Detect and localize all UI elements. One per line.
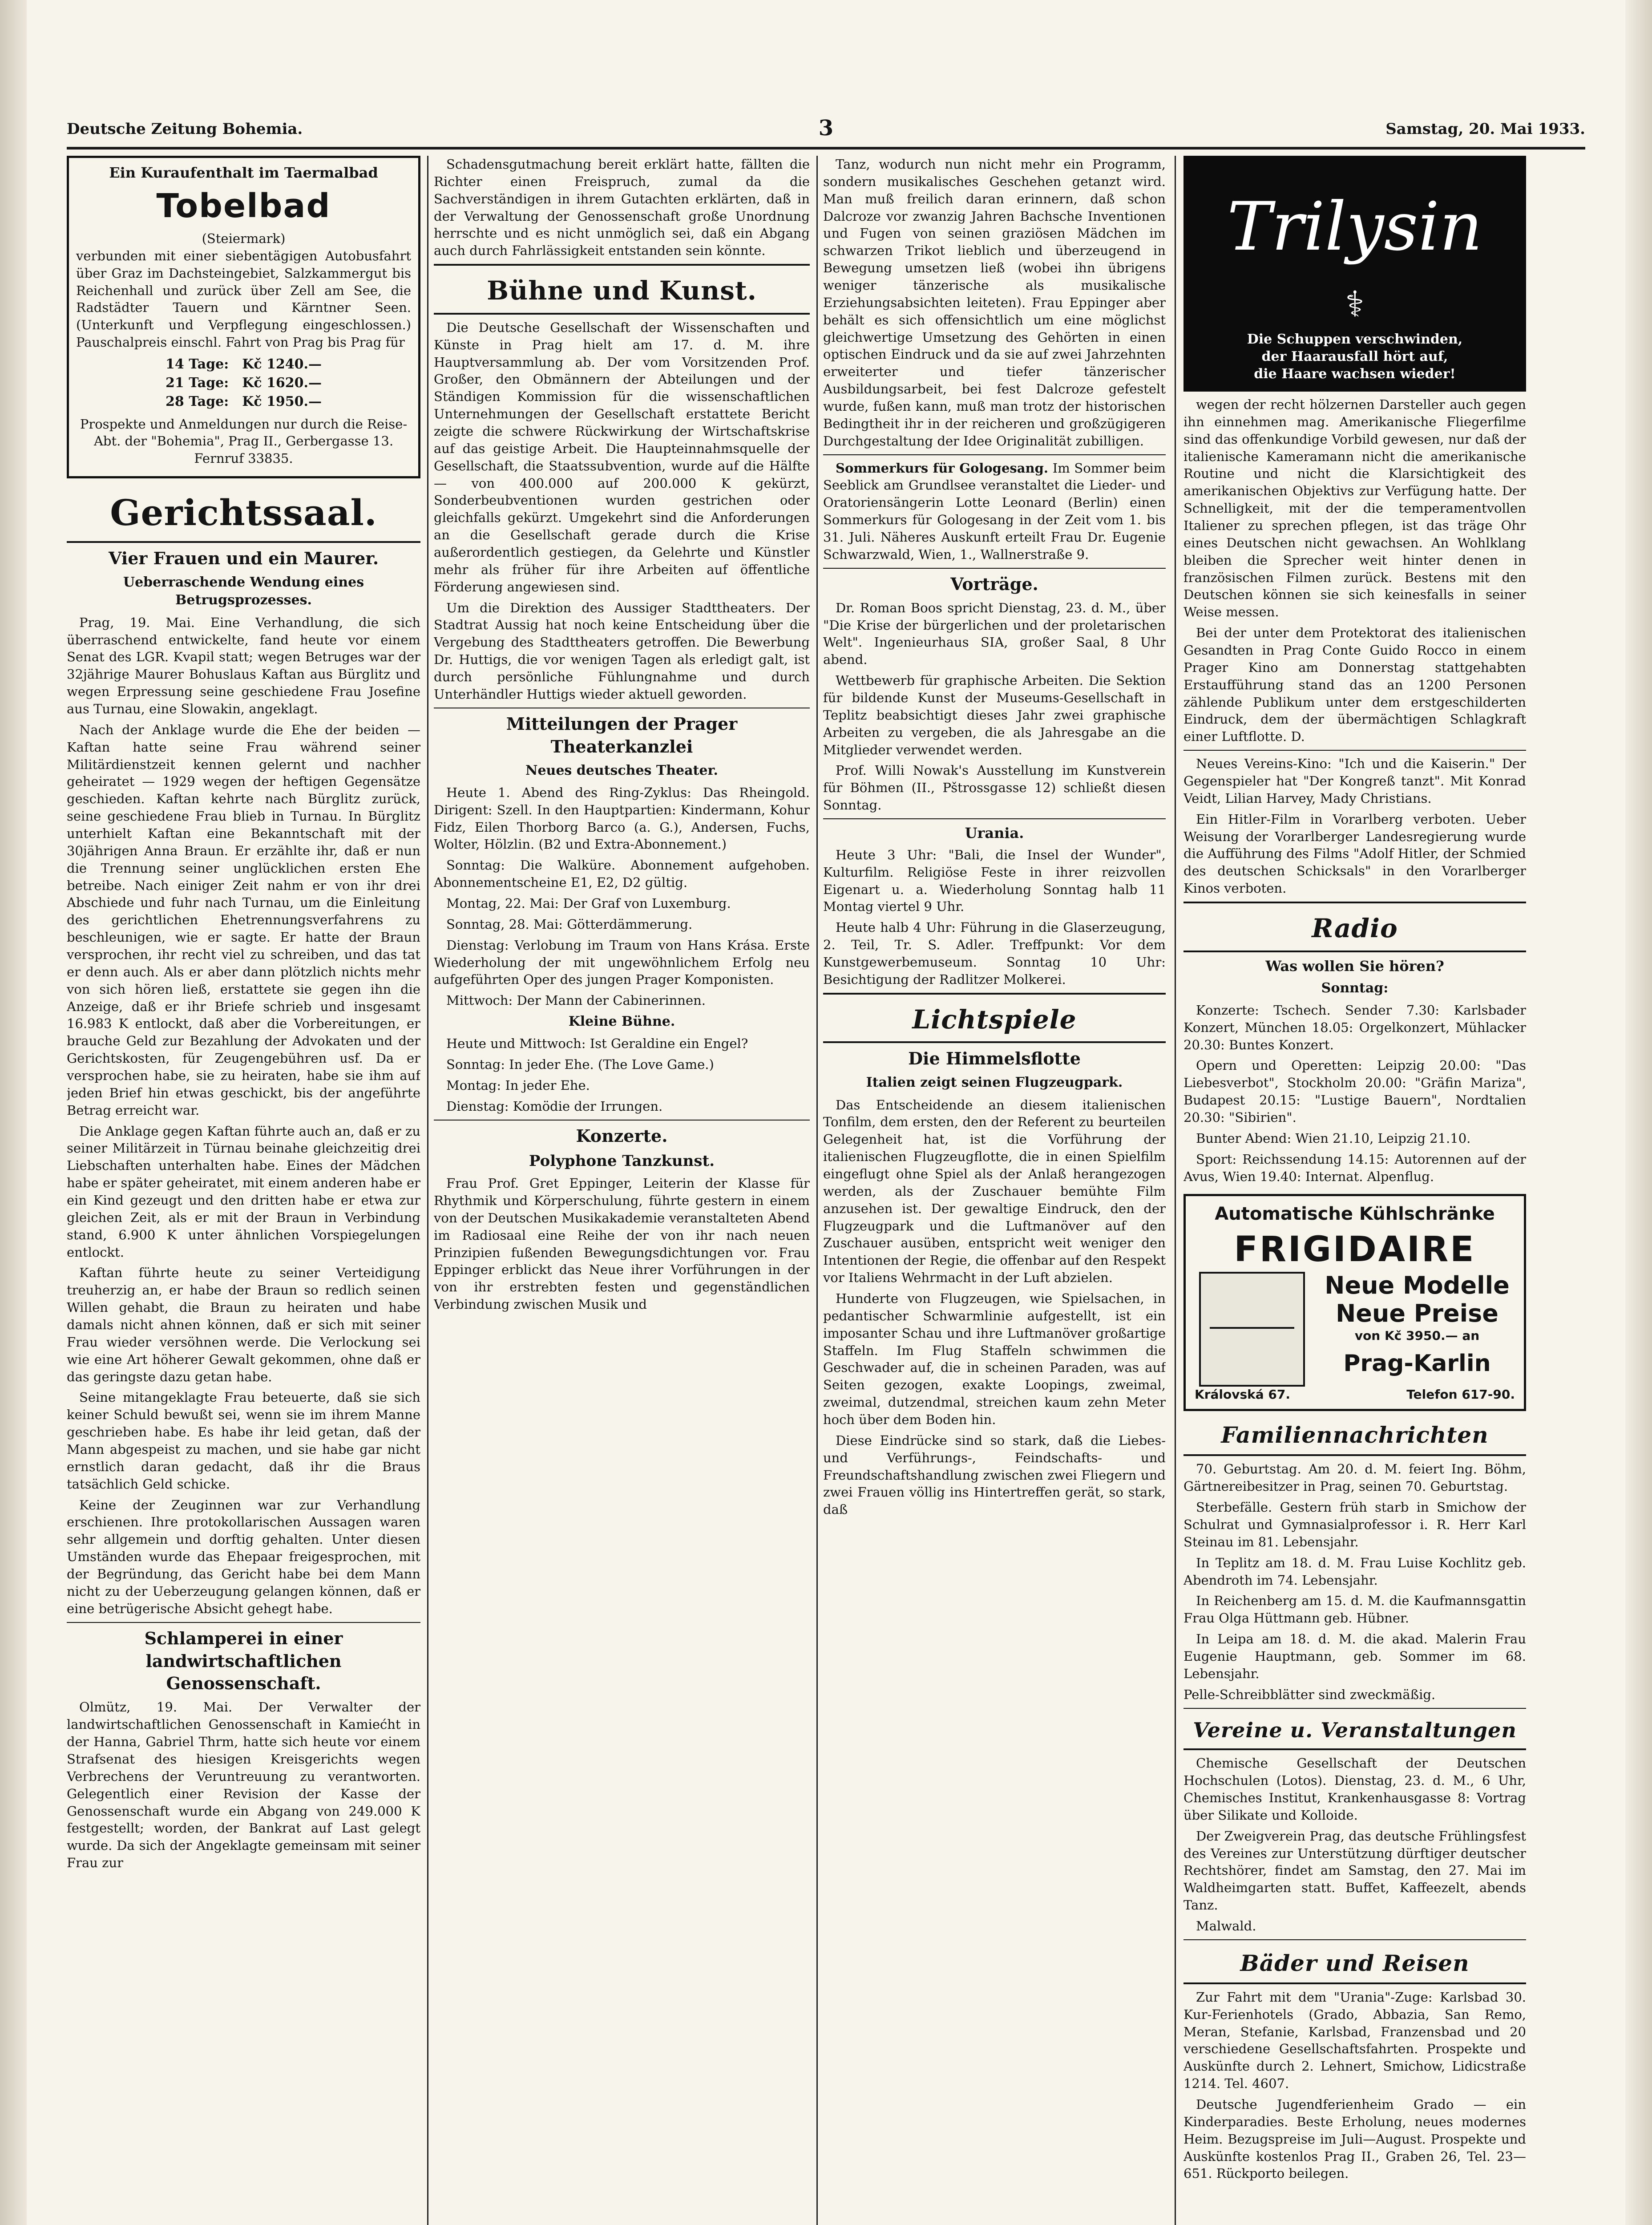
address-phone: Telefon 617-90. <box>1406 1387 1515 1402</box>
article-paragraph: Die Deutsche Gesellschaft der Wissenschaften und Künste in Prag hielt am 17. d. M. ihre Hauptversammlung ab. Der vom Vorsitzenden Prof. Großer, den Obmännern der Abteilungen und der Ständigen Kommission für die wissenschaftlichen Unternehmungen der Gesellschaft erstattete Bericht zeigte die schwere Rückwirkung der Wirtschaftskrise auf das geistige Arbeit. Die Haupteinnahmsquelle der Gesellschaft, die Staatssubvention, wurde auf die Hälfte — von 400.000 auf 200.000 K gekürzt, Sonderbeubventionen wurden gestrichen oder gleichfalls gekürzt. Umgekehrt sind die Anforderungen an die Gesellschaft gerade durch die Krise außerordentlich gestiegen, da Gelehrte und Künstler mehr als früher für ihre Arbeiten auf öffentliche Förderung angewiesen sind. <box>434 320 810 595</box>
club-notice: Malwald. <box>1196 1918 1256 1934</box>
column-2 <box>434 156 810 2225</box>
ad-offer <box>1315 1272 1519 1379</box>
section-subtitle-urania: Urania. <box>965 824 1024 841</box>
divider <box>823 454 1166 455</box>
price-row <box>159 393 328 411</box>
ad-text: verbunden mit einer siebentägigen Autobusfahrt über Graz im Dachsteingebiet, Salzkammergut bis Reichenhall und zurück über Zell am See, die Radstädter Tauern und Kärntner Seen. (Unterkunft und Verpflegung eingeschlossen.) Pauschalpreis einschl. Fahrt von Prag bis Prag für <box>76 248 411 350</box>
divider <box>1183 1454 1526 1456</box>
price-value: Kč 1620.— <box>242 375 322 391</box>
column-rule <box>816 156 818 2225</box>
ad-brand: Tobelbad <box>156 186 331 225</box>
ad-region: (Steiermark) <box>202 231 286 247</box>
theater-entry: Dienstag: Komödie der Irrungen. <box>446 1098 663 1114</box>
article-paragraph <box>823 460 1166 563</box>
divider <box>67 1622 420 1623</box>
club-notice: Der Zweigverein Prag, das deutsche Frühlingsfest des Vereines zur Unterstützung dürftiger deutscher Rechtshörer, findet am Samstag, den 27. Mai im Waldheimgarten statt. Buffet, Kaffeezelt, abends Tanz. <box>1183 1828 1526 1913</box>
section-subtitle-theater: Mitteilungen der Prager Theaterkanzlei <box>506 713 738 756</box>
lecture-entry: Dr. Roman Boos spricht Dienstag, 23. d. M., über "Die Krise der bürgerlichen und der proletarischen Welt". Ingenieurhaus SIA, großer Saal, 8 Uhr abend. <box>823 600 1166 668</box>
family-notice: In Leipa am 18. d. M. die akad. Malerin Frau Eugenie Hauptmann, geb. Sommer im 68. Lebensjahr. <box>1183 1631 1526 1681</box>
divider <box>434 264 810 266</box>
ad-brand: FRIGIDAIRE <box>1234 1230 1476 1270</box>
column-rule <box>1175 156 1176 2225</box>
divider <box>434 1120 810 1121</box>
section-title-gerichtssaal: Gerichtssaal. <box>110 492 377 534</box>
article-headline: Vier Frauen und ein Maurer. <box>108 548 379 569</box>
page-header <box>67 116 1585 150</box>
urania-entry: Heute halb 4 Uhr: Führung in die Glaserzeugung, 2. Teil, Tr. S. Adler. Treffpunkt: Vor dem Kunstgewerbemuseum. Sonntag 10 Uhr: Besichtigung der Radlitzer Molkerei. <box>823 920 1166 987</box>
divider <box>1183 902 1526 903</box>
price-duration: 28 Tage: <box>166 394 229 410</box>
theater-entry: Heute 1. Abend des Ring-Zyklus: Das Rheingold. Dirigent: Szell. In den Hauptpartien: Kindermann, Kohur Fidz, Eilen Thorborg Barco (a. G.), Andersen, Fuchs, Wolter, Hölzlin. (B2 und Extra-Abonnement.) <box>434 785 810 852</box>
section-title-reisen: Bäder und Reisen <box>1240 1950 1470 1976</box>
ad-title: Automatische Kühlschränke <box>1215 1204 1495 1225</box>
price-value: Kč 1950.— <box>242 394 322 410</box>
article-paragraph: Die Anklage gegen Kaftan führte auch an, daß er zu seiner Militärzeit in Türnau beinahe gleichzeitig drei Liebschaften unterhalten habe. Eines der Mädchen habe er später geheiratet, mit einem anderen habe er ein Kind gezeugt und den dritten habe er etwa zur gleichen Zeit, als er mit der Braun in Verbindung stand, 6.900 K unter ähnlichen Vorspiegelungen entlockt. <box>67 1123 420 1260</box>
radio-entry: Konzerte: Tschech. Sender 7.30: Karlsbader Konzert, München 18.05: Orgelkonzert, Mühlacker 20.30: Buntes Konzert. <box>1183 1002 1526 1052</box>
article-paragraph: Diese Eindrücke sind so stark, daß die Liebes- und Verführungs-, Feindschafts- und Freundschaftshandlung zwischen zwei Fliegern und zwei Frauen völlig ins Hintertreffen gerät, so stark, daß <box>823 1432 1166 1517</box>
price-row <box>159 356 328 373</box>
item-text: Im Sommer beim Seeblick am Grundlsee veranstaltet die Lieder- und Oratoriensängerin Lotte Leonard (Berlin) einen Sommerkurs für Gologesang in der Zeit vom 1. bis 31. Juli. Näheres Auskunft erteilt Frau Dr. Eugenie Schwarzwald, Wien, 1., Wallnerstraße 9. <box>823 460 1166 562</box>
ad-tagline <box>1183 331 1526 383</box>
article-paragraph: Prag, 19. Mai. Eine Verhandlung, die sich überraschend entwickelte, fand heute vor einem Senat des LGR. Kvapil statt; wegen Betruges war der 32jährige Maurer Bohuslaus Kaftan aus Bürglitz und wegen Erpressung seine geschiedene Frau Josefine aus Turnau, eine Slowakin, angeklagt. <box>67 615 420 716</box>
ornament-icon: ⚕ <box>1345 283 1365 325</box>
family-notice: In Teplitz am 18. d. M. Frau Luise Kochlitz geb. Abendroth im 74. Lebensjahr. <box>1183 1555 1526 1588</box>
theater-entry: Montag: In jeder Ehe. <box>446 1078 590 1093</box>
divider <box>823 1041 1166 1043</box>
section-title-buehne: Bühne und Kunst. <box>487 275 757 306</box>
section-subtitle-vortraege: Vorträge. <box>950 574 1038 594</box>
ad-title: Ein Kuraufenthalt im Taermalbad <box>109 164 378 181</box>
price-row <box>159 374 328 392</box>
article-paragraph: Bei der unter dem Protektorat des italienischen Gesandten in Prag Conte Guido Rocco in einem Prager Kino am Donnerstag stattgehabten Erstaufführung stand das an 1200 Personen zählende Publikum unter dem erstgeschilderten Eindruck, dem der übermächtigen Schlagkraft einer Luftflotte. D. <box>1183 625 1526 744</box>
divider <box>823 818 1166 819</box>
article-paragraph: Frau Prof. Gret Eppinger, Leiterin der Klasse für Rhythmik und Körperschulung, führte gestern in einem von der Deutschen Musikakademie veranstalteten Abend im Radiosaal eine Reihe der von ihr nach neuen Prinzipien fußenden Bewegungsdichtungen vor. Frau Eppinger erblickt das Neue ihrer Vorführungen in der von ihr erstrebten festen und gegenständlichen Verbindung zwischen Musik und <box>434 1176 810 1312</box>
theater-entry: Sonntag: In jeder Ehe. (The Love Game.) <box>446 1057 714 1072</box>
family-notice: 70. Geburtstag. Am 20. d. M. feiert Ing. Böhm, Gärtnereibesitzer in Prag, seinen 70. Geburtstag. <box>1183 1461 1526 1494</box>
article-paragraph: Schadensgutmachung bereit erklärt hatte, fällten die Richter einen Freispruch, zumal da die Sachverständigen in ihrem Gutachten erklärten, daß in der Verwaltung der Genossenschaft große Unordnung herrschte und es nicht unmöglich sei, daß ein Abgang auch durch Fahrlässigkeit entstanden sein könnte. <box>434 157 810 259</box>
lecture-entry: Prof. Willi Nowak's Ausstellung im Kunstverein für Böhmen (II., Pštrossgasse 12) schließt diesen Sonntag. <box>823 763 1166 813</box>
radio-question: Was wollen Sie hören? <box>1265 957 1444 975</box>
column-rule <box>427 156 428 2225</box>
trilysin-logo: Trilysin <box>1227 188 1482 266</box>
article-paragraph: wegen der recht hölzernen Darsteller auch gegen ihn einnehmen mag. Amerikanische Fliegerfilme sind das offenkundige Vorbild gewesen, nur daß der italienische Kameramann nicht die amerikanische Routine und nicht die Klarsichtigkeit des amerikanischen Objektivs zur Verfügung hatte. Der Schnelligkeit, mit der die temperamentvollen Italiener zu sprechen pflegen, ist das träge Ohr eines Deutschen nicht gewachsen. An Wohlklang bleiben die Sprecher weit hinter denen in französischen Filmen zurück. Bestens mit den Deutschen können sie sich keinesfalls in seiner Weise messen. <box>1183 397 1526 620</box>
ad-footer: Prospekte und Anmeldungen nur durch die Reise-Abt. der "Bohemia", Prag II., Gerbergasse 13. Fernruf 33835. <box>80 416 408 466</box>
refrigerator-icon <box>1199 1272 1305 1387</box>
note: Pelle-Schreibblätter sind zweckmäßig. <box>1183 1687 1436 1702</box>
article-paragraph: Um die Direktion des Aussiger Stadttheaters. Der Stadtrat Aussig hat noch keine Entscheidung über die Vergebung des Stadttheaters getroffen. Die Bewerbung Dr. Huttigs, die vor wenigen Tagen als erledigt galt, ist durch persönliche Fühlungnahme und durch Unterhändler Huttigs wieder aktuell geworden. <box>434 600 810 702</box>
page-edge-right <box>1625 0 1652 2225</box>
divider <box>1183 1708 1526 1709</box>
address-street: Královská 67. <box>1195 1387 1291 1402</box>
column-3 <box>823 156 1166 2225</box>
family-notice: In Reichenberg am 15. d. M. die Kaufmannsgattin Frau Olga Hüttmann geb. Hübner. <box>1183 1593 1526 1626</box>
theater-entry: Sonntag, 28. Mai: Götterdämmerung. <box>446 916 693 932</box>
column-1 <box>67 156 420 2225</box>
ad-trilysin <box>1183 156 1526 392</box>
article-paragraph: Tanz, wodurch nun nicht mehr ein Programm, sondern musikalisches Geschehen getanzt wird. Man muß freilich daran erinnern, daß schon Dalcroze vor zwanzig Jahren Bachsche Inventionen und Fugen von seinen graziösen Mädchen im schwarzen Trikot lieblich und überzeugend in Bewegung umsetzen ließ (wobei ihn übrigens weniger tänzerische als musikalische Erziehungsabsichten leiteten). Frau Eppinger aber behält es sich offensichtlich um eine möglichst gleichwertige Umsetzung des Gehörten in einen optischen Eindruck und da sie auf zwei Jahrzehnten erweiterter und tiefer tänzerischer Ausbildungsarbeit, bei fest Dalcroze gefestelt wurde, fußen kann, muß man trotz der historischen Bedingtheit ihr in der reicheren und großzügigeren Durchgestaltung der Idee Originalität zubilligen. <box>823 157 1166 449</box>
divider <box>1183 1939 1526 1940</box>
article-paragraph: Nach der Anklage wurde die Ehe der beiden — Kaftan hatte seine Frau während seiner Militärdienstzeit kennen gelernt und nachher geheiratet — 1929 wegen der heftigen Gegensätze geschieden. Kaftan kehrte nach Bürglitz zurück, seine geschiedene Frau blieb in Turnau. In Bürglitz unterhielt Kaftan eine Bekanntschaft mit der 30jährigen Anna Braun. Er erzählte ihr, daß er nun die Trennung seiner unglücklichen ersten Ehe betreibe. Nach einiger Zeit nahm er von ihr drei Abschiede und fuhr nach Turnau, um die Einleitung des gerichtlichen Ehetrennungsverfahrens zu beschleunigen, wie er sagte. Er hatte der Braun versprochen, ihr recht viel zu schreiben, und das tat er denn auch. Als er aber dann plötzlich nichts mehr von sich hören ließ, erstattete sie gegen ihn die Anzeige, daß er ihr Briefe schrieb und insgesamt 16.983 K entlockt, daß aber die Vorbereitungen, er brauche Geld zur Bezahlung der Advokaten und der Gerichtskosten, für Zeugengebühren usf. Da er versprochen habe, sie zu heiraten, habe sie ihm auf jeden Brief hin etwas geschickt, bis der angeführte Betrag erreicht war. <box>67 722 420 1118</box>
divider <box>1183 1982 1526 1984</box>
radio-entry: Bunter Abend: Wien 21.10, Leipzig 21.10. <box>1196 1130 1471 1146</box>
ad-tobelbad <box>67 156 420 478</box>
family-notice: Sterbefälle. Gestern früh starb in Smichow der Schulrat und Gymnasialprofessor i. R. Herr Karl Steinau im 81. Lebensjahr. <box>1183 1500 1526 1549</box>
theater-entry: Montag, 22. Mai: Der Graf von Luxemburg. <box>446 895 731 911</box>
section-title-vereine: Vereine u. Veranstaltungen <box>1193 1718 1517 1742</box>
divider <box>1183 750 1526 751</box>
article-paragraph: Olmütz, 19. Mai. Der Verwalter der landwirtschaftlichen Genossenschaft in Kamiećht in der Hanna, Gabriel Thrm, hatte sich heute vor einem Strafsenat des hiesigen Kreisgerichts wegen Verbrechens der Veruntreuung zu verantworten. Gelegentlich einer Revision der Kasse der Genossenschaft wurde ein Abgang von 249.000 K festgestellt; worden, der Bankrat auf Last gelegt wurde. Da sich der Angeklagte gemeinsam mit seiner Frau zur <box>67 1699 420 1871</box>
divider <box>823 993 1166 995</box>
theater-entry: Mittwoch: Der Mann der Cabinerinnen. <box>446 993 706 1008</box>
divider <box>1183 1748 1526 1750</box>
newspaper-name: Deutsche Zeitung Bohemia. <box>67 120 303 138</box>
section-subtitle-konzerte: Konzerte. <box>576 1125 668 1146</box>
club-notice: Chemische Gesellschaft der Deutschen Hochschulen (Lotos). Dienstag, 23. d. M., 6 Uhr, Chemisches Institut, Krankenhausgasse 8: Vortrag über Silikate und Kolloide. <box>1183 1756 1526 1823</box>
tagline-line: der Haarausfall hört auf, <box>1261 349 1448 364</box>
radio-day: Sonntag: <box>1321 980 1389 996</box>
page-number: 3 <box>818 116 834 141</box>
urania-entry: Heute 3 Uhr: "Bali, die Insel der Wunder", Kulturfilm. Religiöse Feste in ihrer reizvollen Eigenart u. a. Wiederholung Sonntag halb 11 Montag viertel 9 Uhr. <box>823 847 1166 914</box>
tagline-line: die Haare wachsen wieder! <box>1254 366 1456 382</box>
article-paragraph: Das Entscheidende an diesem italienischen Tonfilm, dem ersten, den der Referent zu beurteilen Gelegenheit hat, ist die Vorführung der italienischen Flugzeugflotte, die in einen Spielfilm eingeflugt ohne Spiel als der Anlaß herangezogen werden, als der Zuschauer bemühte Film anzusehen ist. Der gewaltige Eindruck, den der Flugzeugpark und die Luftmanöver auf den Zuschauer ausüben, entspricht weit weniger den Intentionen der Regie, die offenbar auf den Respekt vor Italiens Wehrmacht in der Luft abzielen. <box>823 1097 1166 1286</box>
article-paragraph: Seine mitangeklagte Frau beteuerte, daß sie sich keiner Schuld bewußt sei, wenn sie im ihrem Manne geschrieben habe. Es habe ihr leid getan, daß der Mann abgespeist zu machen, und sie habe gar nicht ernstlich daran gedacht, daß ihr die Braus tatsächlich Geld schicke. <box>67 1390 420 1492</box>
offer-city: Prag-Karlin <box>1343 1350 1491 1377</box>
divider <box>67 541 420 543</box>
travel-notice: Zur Fahrt mit dem "Urania"-Zuge: Karlsbad 30. Kur-Ferienhotels (Grado, Abbazia, San Remo, Meran, Stefanie, Karlsbad, Franzensbad und 20 verschiedene Gesellschaftsfahrten. Prospekte und Auskünfte durch 2. Lehnert, Smichow, Lidicstraße 1214. Tel. 4607. <box>1183 1989 1526 2092</box>
article-subheadline: Italien zeigt seinen Flugzeugpark. <box>866 1075 1123 1091</box>
article-headline: Polyphone Tanzkunst. <box>529 1152 715 1170</box>
article-headline: Die Himmelsflotte <box>908 1048 1081 1069</box>
offer-line: Neue Modelle <box>1325 1271 1510 1300</box>
divider <box>823 568 1166 569</box>
section-title-radio: Radio <box>1312 913 1398 944</box>
section-title-familie: Familiennachrichten <box>1221 1422 1489 1448</box>
lecture-entry: Wettbewerb für graphische Arbeiten. Die Sektion für bildende Kunst der Museums-Gesellschaft in Teplitz beabsichtigt dieses Jahr zwei graphische Arbeiten zu vergeben, die als Jahresgabe an die Mitglieder verwendet werden. <box>823 673 1166 757</box>
price-duration: 14 Tage: <box>166 356 229 372</box>
column-4 <box>1183 156 1526 2225</box>
theater-entry: Dienstag: Verlobung im Traum von Hans Krása. Erste Wiederholung der mit ungewöhnlichem Erfolg neu aufgeführten Oper des jungen Prager Komponisten. <box>434 937 810 987</box>
price-value: Kč 1240.— <box>242 356 322 372</box>
issue-date: Samstag, 20. Mai 1933. <box>1385 120 1585 138</box>
travel-notice: Deutsche Jugendferienheim Grado — ein Kinderparadies. Beste Erholung, neues modernes Heim. Bezugspreise im Juli—August. Prospekte und Auskünfte kostenlos Prag II., Graben 26, Tel. 23—651. Rückporto beilegen. <box>1183 2096 1526 2181</box>
ad-frigidaire <box>1183 1194 1526 1411</box>
radio-entry: Sport: Reichssendung 14.15: Autorennen auf der Avus, Wien 19.40: Internat. Alpenflug. <box>1183 1151 1526 1184</box>
theater-name: Kleine Bühne. <box>568 1014 675 1030</box>
article-subheadline: Ueberraschende Wendung eines Betrugsprozesses. <box>123 574 364 608</box>
ad-address <box>1195 1386 1515 1403</box>
article-paragraph: Keine der Zeuginnen war zur Verhandlung erschienen. Ihre protokollarischen Aussagen waren sehr allgemein und dorftig gehalten. Unter diesen Umständen wurde das Ehepaar freigesprochen, mit der Begründung, das Gericht habe bei dem Mann nicht zu der Ueberzeugung gelangen können, daß er eine betrügerische Absicht gehegt habe. <box>67 1497 420 1616</box>
article-paragraph: Hunderte von Flugzeugen, wie Spielsachen, in pedantischer Schwarmlinie aufgestellt, ist ein imposanter Schau und ihre Luftmanöver großartige Staffeln. Im Flug Staffeln schwimmen die Geschwader auf, die in scheinen Paraden, was auf Seiten gezogen, exakte Loopings, zweimal, zweimal, dutzendmal, streichen kaum zehn Meter hoch über dem Boden hin. <box>823 1291 1166 1428</box>
item-title: Sommerkurs für Gologesang. <box>836 460 1048 476</box>
theater-entry: Sonntag: Die Walküre. Abonnement aufgehoben. Abonnementscheine E1, E2, D2 gültig. <box>434 858 810 890</box>
price-duration: 21 Tage: <box>166 375 229 391</box>
article-paragraph: Kaftan führte heute zu seiner Verteidigung treuherzig an, er habe der Braun so redlich seinen Willen gehabt, die Braun zu heiraten und habe damals nicht ahnen können, daß er sich mit seiner Frau wieder versöhnen werde. Die Verlockung sei wie eine Art höherer Gewalt gekommen, ohne daß er das geringste dazu getan habe. <box>67 1265 420 1384</box>
offer-price: von Kč 3950.— an <box>1354 1328 1480 1343</box>
tagline-line: Die Schuppen verschwinden, <box>1247 332 1463 347</box>
divider <box>434 313 810 315</box>
article-headline: Schlamperei in einer landwirtschaftlichen Genossenschaft. <box>144 1628 343 1694</box>
article-paragraph: Neues Vereins-Kino: "Ich und die Kaiserin." Der Gegenspieler hat "Der Kongreß tanzt". Mit Konrad Veidt, Lilian Harvey, Mady Christians. <box>1183 756 1526 806</box>
page-edge-left <box>0 0 27 2225</box>
theater-name: Neues deutsches Theater. <box>525 762 718 778</box>
offer-line: Neue Preise <box>1336 1299 1499 1327</box>
ad-price-table <box>158 355 329 412</box>
article-paragraph: Ein Hitler-Film in Vorarlberg verboten. Ueber Weisung der Vorarlberger Landesregierung wurde die Aufführung des Films "Adolf Hitler, der Schmied des deutschen Schicksals" in den Vorarlberger Kinos verboten. <box>1183 811 1526 896</box>
divider <box>1183 951 1526 952</box>
theater-entry: Heute und Mittwoch: Ist Geraldine ein Engel? <box>446 1036 748 1052</box>
radio-entry: Opern und Operetten: Leipzig 20.00: "Das Liebesverbot", Stockholm 20.00: "Gräfin Mariza", Budapest 20.15: "Lustige Bauern", Nordtalien 20.30: "Sibirien". <box>1183 1058 1526 1125</box>
section-title-lichtspiele: Lichtspiele <box>912 1004 1077 1035</box>
